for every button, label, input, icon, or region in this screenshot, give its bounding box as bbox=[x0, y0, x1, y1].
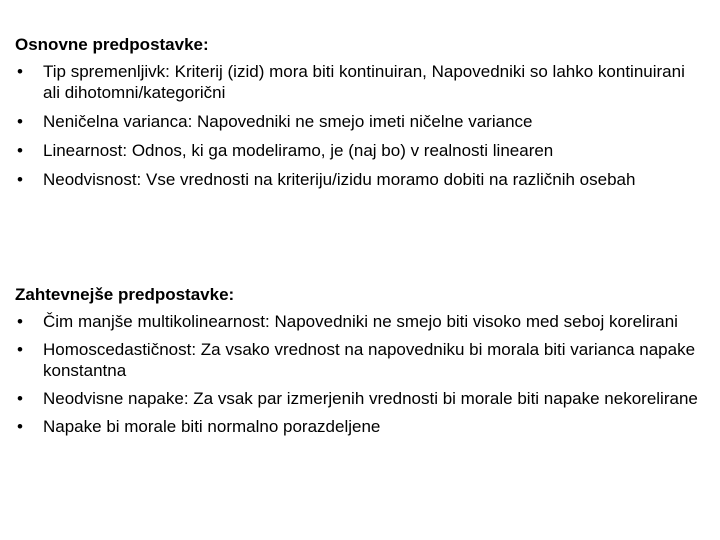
list-item-text: Napake bi morale biti normalno porazdeljene bbox=[43, 417, 381, 436]
bullet: • bbox=[17, 62, 23, 81]
list-item-text: Linearnost: Odnos, ki ga modeliramo, je (naj bo) v realnosti linearen bbox=[43, 141, 554, 160]
bullet: • bbox=[17, 389, 23, 408]
basic-assumptions-section bbox=[15, 34, 705, 198]
list-item bbox=[15, 111, 705, 132]
bullet: • bbox=[17, 170, 23, 189]
list-item bbox=[15, 388, 705, 409]
list-item-text: Tip spremenljivk: Kriterij (izid) mora biti kontinuiran, Napovedniki so lahko kontinuirani ali dihotomni/kategorični bbox=[43, 62, 685, 102]
list-item bbox=[15, 140, 705, 161]
advanced-assumptions-list bbox=[15, 311, 705, 437]
basic-assumptions-list bbox=[15, 61, 705, 190]
list-item bbox=[15, 416, 705, 437]
list-item bbox=[15, 339, 705, 381]
bullet: • bbox=[17, 141, 23, 160]
advanced-assumptions-heading: Zahtevnejše predpostavke: bbox=[15, 285, 235, 304]
list-item bbox=[15, 311, 705, 332]
list-item bbox=[15, 61, 705, 103]
list-item bbox=[15, 169, 705, 190]
list-item-text: Neničelna varianca: Napovedniki ne smejo imeti ničelne variance bbox=[43, 112, 533, 131]
list-item-text: Čim manjše multikolinearnost: Napovedniki ne smejo biti visoko med seboj korelirani bbox=[43, 312, 678, 331]
bullet: • bbox=[17, 417, 23, 436]
bullet: • bbox=[17, 312, 23, 331]
list-item-text: Neodvisne napake: Za vsak par izmerjenih vrednosti bi morale biti napake nekorelirane bbox=[43, 389, 698, 408]
list-item-text: Neodvisnost: Vse vrednosti na kriteriju/izidu moramo dobiti na različnih osebah bbox=[43, 170, 636, 189]
list-item-text: Homoscedastičnost: Za vsako vrednost na napovedniku bi morala biti varianca napake konstantna bbox=[43, 340, 696, 380]
bullet: • bbox=[17, 112, 23, 131]
bullet: • bbox=[17, 340, 23, 359]
basic-assumptions-heading: Osnovne predpostavke: bbox=[15, 35, 209, 54]
advanced-assumptions-section bbox=[15, 284, 705, 444]
